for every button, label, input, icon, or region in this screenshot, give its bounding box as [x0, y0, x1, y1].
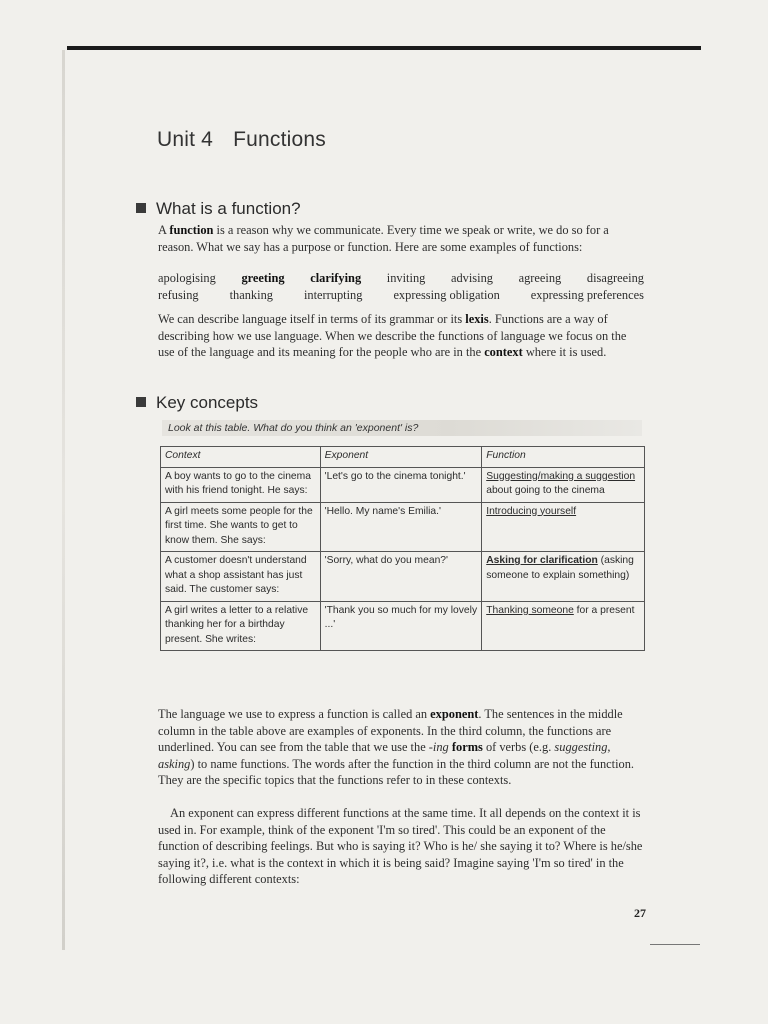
- key-concepts-table: [160, 446, 645, 651]
- function-cell: [482, 552, 645, 602]
- context-cell: A boy wants to go to the cinema with his friend tonight. He says:: [161, 467, 321, 502]
- function-examples-row-1: [158, 270, 644, 286]
- table-row: [161, 467, 645, 502]
- exponent-cell: 'Thank you so much for my lovely ...': [320, 601, 482, 651]
- function-cell: [482, 502, 645, 552]
- term-lexis: lexis: [465, 312, 489, 326]
- square-bullet-icon: [136, 203, 146, 213]
- term-context: context: [484, 345, 523, 359]
- bottom-rule: [650, 944, 700, 945]
- section-heading-key-concepts: [136, 393, 258, 413]
- function-topic: for a present: [573, 604, 635, 616]
- example-verbs: suggesting, asking: [158, 740, 611, 771]
- column-header-function: Function: [482, 447, 645, 468]
- section-heading-text: What is a function?: [156, 199, 301, 218]
- page-number: 27: [634, 906, 646, 920]
- column-header-exponent: Exponent: [320, 447, 482, 468]
- ing-suffix: -ing: [428, 740, 449, 754]
- text-run: ) to name functions. The words after the function in the third column are not the function. They are the specific topics that the functions refer to in these contexts.: [158, 756, 635, 787]
- lexis-paragraph: [158, 311, 644, 361]
- unit-title: [157, 128, 326, 152]
- function-example: expressing obligation: [393, 288, 500, 302]
- function-definition-paragraph: [158, 222, 644, 255]
- square-bullet-icon: [136, 397, 146, 407]
- term-forms: forms: [451, 740, 483, 754]
- column-header-context: Context: [161, 447, 321, 468]
- function-example: interrupting: [303, 288, 363, 302]
- text-run: We can describe language itself in terms of its grammar or its: [158, 312, 466, 326]
- term-function: function: [169, 223, 214, 237]
- function-name: Asking for clarification: [486, 555, 598, 566]
- text-run: A: [158, 223, 170, 237]
- function-example: greeting: [241, 271, 285, 285]
- exponent-paragraph: [158, 706, 644, 789]
- text-run: . The sentences in the middle column in the table above are examples of exponents. In the third column, the functions are underlined. You can see from the table that we use the: [158, 707, 623, 754]
- function-example: thanking: [229, 288, 273, 302]
- function-example: inviting: [386, 271, 426, 285]
- unit-name: Functions: [233, 128, 326, 151]
- table-row: [161, 502, 645, 552]
- section-heading-what-is-a-function: [136, 199, 301, 219]
- context-cell: A girl meets some people for the first time. She wants to get to know them. She says:: [161, 502, 321, 552]
- function-example: advising: [450, 271, 493, 285]
- context-cell: A customer doesn't understand what a shop assistant has just said. The customer says:: [161, 552, 321, 602]
- section-heading-text: Key concepts: [156, 393, 259, 412]
- context-paragraph: An exponent can express different functions at the same time. It all depends on the context it is used in. For example, think of the exponent 'I'm so tired'. This could be an exponent of the function of describing feelings. But who is saying it? Who is he/ she saying it to? Where is he/she saying it?, i.e. what is the context in which it is being said? Imagine saying 'I'm so tired' in the following different contexts:: [158, 806, 643, 886]
- text-run: is a reason why we communicate. Every time we speak or write, we do so for a reason. What we say has a purpose or function. Here are some examples of functions:: [158, 223, 609, 254]
- context-cell: A girl writes a letter to a relative thanking her for a birthday present. She writes:: [161, 601, 321, 651]
- function-example: apologising: [158, 271, 216, 285]
- term-exponent: exponent: [430, 707, 479, 721]
- function-example: refusing: [158, 288, 199, 302]
- function-example: expressing preferences: [530, 288, 644, 302]
- function-cell: [482, 601, 645, 651]
- table-instruction: Look at this table. What do you think an 'exponent' is?: [162, 420, 642, 436]
- exponent-cell: 'Let's go to the cinema tonight.': [320, 467, 482, 502]
- function-examples-row-2: [158, 287, 644, 303]
- table-row: [161, 552, 645, 602]
- function-example: clarifying: [310, 271, 362, 285]
- text-run: where it is used.: [522, 345, 607, 359]
- text-run: . Functions are a way of describing how we use language. When we describe the functions of language we focus on the use of the language and its meaning for the people who are in the: [158, 312, 627, 359]
- function-topic: (asking someone to explain something): [486, 555, 634, 581]
- page-edge-shadow: [62, 50, 65, 950]
- table-header-row: [161, 447, 645, 468]
- function-topic: about going to the cinema: [486, 485, 605, 496]
- function-example: disagreeing: [586, 271, 644, 285]
- function-name: Suggesting/making a suggestion: [486, 470, 636, 482]
- exponent-cell: 'Sorry, what do you mean?': [320, 552, 482, 602]
- unit-number: Unit 4: [157, 128, 214, 151]
- function-name: Thanking someone: [486, 604, 574, 616]
- table-row: [161, 601, 645, 651]
- text-run: The language we use to express a function is called an: [158, 707, 431, 721]
- text-run: of verbs (e.g.: [482, 740, 555, 754]
- function-cell: [482, 467, 645, 502]
- function-example: agreeing: [518, 271, 562, 285]
- function-name: Introducing yourself: [486, 505, 577, 517]
- exponent-cell: 'Hello. My name's Emilia.': [320, 502, 482, 552]
- top-rule: [67, 46, 701, 50]
